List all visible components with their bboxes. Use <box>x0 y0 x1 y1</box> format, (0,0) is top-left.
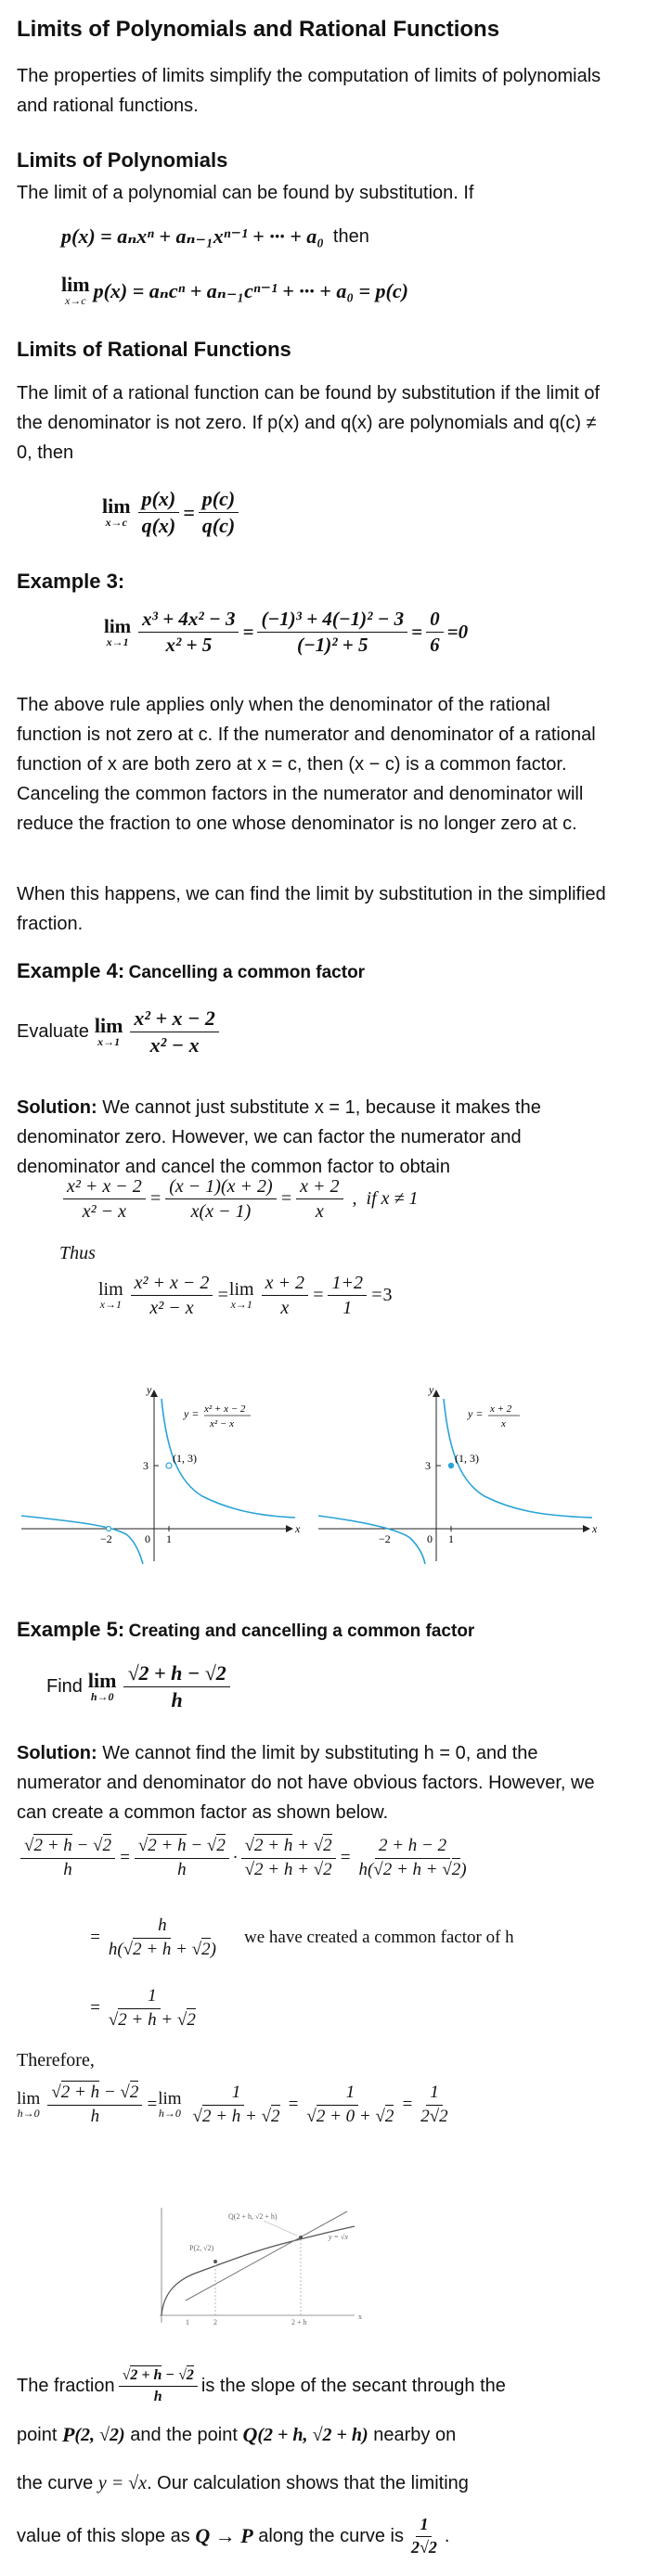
graph-rational-function <box>17 1380 314 1566</box>
graph2-label-num: x + 2 <box>490 1403 512 1415</box>
example3-heading: Example 3: <box>17 570 125 593</box>
curve-label: y = √x <box>329 2233 348 2241</box>
curve-left-branch <box>318 1516 425 1564</box>
example4-problem: Evaluate lim x→1 $\frac{\text{x² + x − 2}}{\text{x² − x}}$ <box>17 1007 223 1057</box>
rational-limit-formula: lim x→c $\frac{p(x)}{q(x)}$ = $\frac{p(c)}{q(c)}$ <box>102 488 242 537</box>
common-factor-note: we have created a common factor of h <box>244 1928 514 1948</box>
point-label: (1, 3) <box>455 1452 479 1465</box>
tick-1: 1 <box>166 1532 172 1545</box>
example3-para2: When this happens, we can find the limit by substitution in the simplified fraction. <box>17 884 606 934</box>
thus-label: Thus <box>59 1243 96 1263</box>
x-axis-label: x <box>295 1522 301 1535</box>
secant-line <box>186 2211 347 2300</box>
conclusion-line1: The fraction $\frac{√2 + h - √2}{h}$ is the slope of the secant through the <box>17 2367 506 2404</box>
example5-limit: lim h→0 $\frac{√2 + h - √2}{h}$ = lim h→0 $\frac{1}{√2 + h + √2}$ = $\frac{1}{√2 + 0 + √2}$ = $\frac{1}{2√2}$ <box>17 2083 448 2126</box>
polynomial-formula: p(x) = aₙxⁿ + aₙ₋₁xⁿ⁻¹ + ··· + a₀ <box>61 224 324 248</box>
polynomial-definition <box>61 224 369 249</box>
example4-factoring: $\frac{\text{x² + x − 2}}{\text{x² − x}}$ = $\frac{(x - 1)(x + 2)}{x(x - 1)}$ = $\frac{x + 2}{x}$ , if x ≠ 1 <box>59 1176 418 1222</box>
intro-text: The properties of limits simplify the computation of limits of polynomials and rational functions. <box>17 66 601 116</box>
curve-left-branch <box>21 1516 143 1564</box>
x-axis-arrow <box>583 1525 590 1532</box>
sqrt-curve <box>162 2226 355 2315</box>
x-axis-arrow <box>286 1525 293 1532</box>
example4-solution: Solution: We cannot just substitute x = 1, because it makes the denominator zero. However, we can factor the numerator and denominator and cancel the common factor to obtain <box>17 1097 541 1177</box>
tick-1: 1 <box>448 1532 454 1545</box>
tick-0: 0 <box>427 1532 433 1545</box>
graph1-label-num: x² + x − 2 <box>204 1403 246 1415</box>
y-axis-label: y <box>147 1383 152 1396</box>
graph2-label-den: x <box>501 1418 506 1429</box>
polynomials-heading: Limits of Polynomials <box>17 148 228 172</box>
x-axis-label: x <box>358 2313 362 2321</box>
graph-simplified-function <box>314 1380 611 1566</box>
tick-2h: 2 + h <box>291 2318 307 2326</box>
svg-text:y =: y = <box>184 1407 200 1420</box>
tick-3: 3 <box>425 1459 431 1472</box>
tick-neg2: −2 <box>379 1532 391 1545</box>
svg-text:y =: y = <box>468 1407 484 1420</box>
hole-point <box>166 1463 172 1468</box>
example3-formula: lim x→1 $\frac{\text{x³ + 4x² − 3}}{\text{x² + 5}}$ = $\frac{\text{(−1)³ + 4(−1)² − 3}}{\text{(−1)² + 5}}$ = $\frac{0}{6}$ = 0 <box>104 608 469 657</box>
example5-problem: Find lim h→0 $\frac{√2 + h - √2}{h}$ <box>46 1662 234 1711</box>
tick-0: 0 <box>145 1532 150 1545</box>
graph-secant-sqrt <box>149 2200 371 2339</box>
tick-1: 1 <box>186 2318 189 2326</box>
example4-header: Example 4: Cancelling a common factor <box>17 959 366 982</box>
tick-neg2: −2 <box>100 1532 112 1545</box>
graph1-label-den: x² − x <box>210 1418 234 1429</box>
conclusion-line4: value of this slope as Q → P along the curve is $\frac{1}{2√2}$ . <box>17 2515 450 2557</box>
example5-solution: Solution: We cannot find the limit by substituting h = 0, and the numerator and denominator do not have obvious factors. However, we can create a common factor as shown below. <box>17 1743 595 1823</box>
then-word: then <box>332 225 369 247</box>
p-label: P(2, √2) <box>189 2244 214 2252</box>
therefore-label: Therefore, <box>17 2050 95 2070</box>
q-label: Q(2 + h, √2 + h) <box>228 2212 278 2221</box>
example5-rationalizing: $\frac{√2 + h - √2}{h}$ = $\frac{√2 + h - √2}{h}$ · $\frac{√2 + h + √2}{√2 + h + √2}$ = $\frac{2 + h - 2}{h(√2 + h + √2)}$ <box>17 1837 474 1880</box>
example3-para1: The above rule applies only when the denominator of the rational function is not zero at c. If the numerator and denominator of a rational function of x are both zero at x = c, then (x − c) is a common factor. Canceling the common factors in the numerator and denominator will reduce the fraction to one whose denominator is no longer zero at c. <box>17 695 596 834</box>
x-axis-label: x <box>592 1522 598 1535</box>
point-p <box>213 2260 217 2263</box>
rational-text: The limit of a rational function can be found by substitution if the limit of the denominator is not zero. If p(x) and q(x) are polynomials and q(c) ≠ 0, then <box>17 383 601 463</box>
point <box>448 1463 454 1468</box>
polynomials-text: The limit of a polynomial can be found by substitution. If <box>17 183 474 203</box>
point-label: (1, 3) <box>173 1452 197 1465</box>
point-q <box>299 2236 303 2239</box>
page-title: Limits of Polynomials and Rational Functions <box>17 17 500 42</box>
example5-header: Example 5: Creating and cancelling a common factor <box>17 1618 475 1641</box>
y-axis-label: y <box>429 1383 434 1396</box>
tick-3: 3 <box>143 1459 149 1472</box>
hole-point-left <box>107 1527 111 1532</box>
polynomial-limit: lim x→c p(x) = aₙcⁿ + aₙ₋₁cⁿ⁻¹ + ··· + a₀ = p(c) <box>61 273 408 307</box>
example5-step3: = $\frac{1}{√2 + h + √2}$ <box>89 1986 196 2030</box>
rational-heading: Limits of Rational Functions <box>17 338 291 361</box>
tick-2: 2 <box>213 2318 217 2326</box>
conclusion-line3: the curve y = √x . Our calculation shows that the limiting <box>17 2473 469 2493</box>
example4-limit: lim x→1 $\frac{\text{x² + x − 2}}{\text{x² − x}}$ = lim x→1 $\frac{x + 2}{x}$ = $\frac{1+2}{1}$ = 3 <box>98 1273 393 1318</box>
example5-step2: = $\frac{h}{h(√2 + h + √2)}$ we have created a common factor of h <box>89 1916 514 1959</box>
conclusion-line2: point P (2, √2) and the point Q (2 + h, √2 + h) nearby on <box>17 2423 457 2446</box>
polynomial-limit-formula: p(x) = aₙcⁿ + aₙ₋₁cⁿ⁻¹ + ··· + a₀ = p(c) <box>93 278 408 302</box>
